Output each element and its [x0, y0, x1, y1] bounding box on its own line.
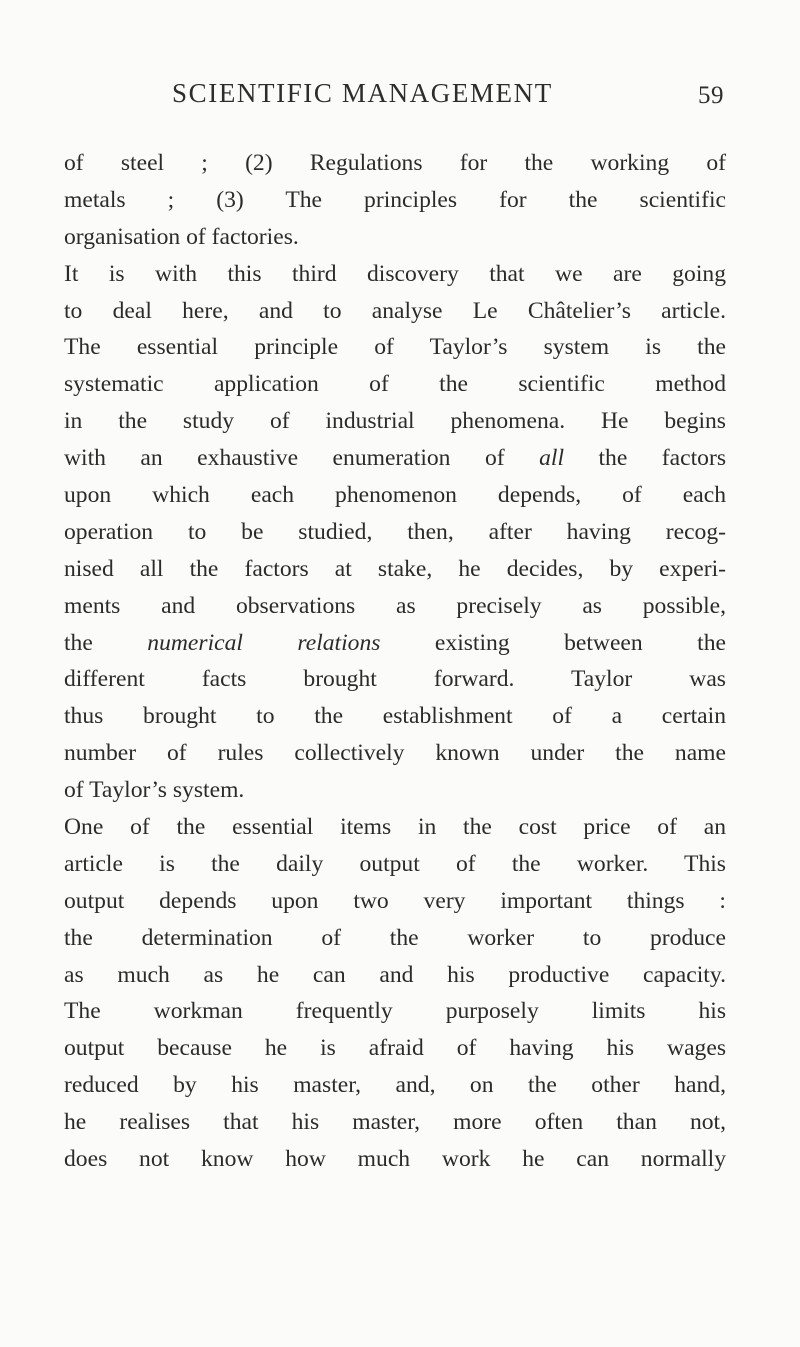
italic-emphasis: numerical relations — [147, 629, 381, 656]
text-line: metals ; (3) The principles for the scientific — [64, 186, 726, 213]
text-line: reduced by his master, and, on the other hand, — [64, 1072, 726, 1099]
text-line-mixed — [64, 625, 726, 662]
running-head-title: SCIENTIFIC MANAGEMENT — [172, 78, 553, 108]
italic-emphasis: all — [539, 445, 565, 472]
text-line: upon which each phenomenon depends, of each — [64, 482, 726, 509]
page-header — [64, 78, 724, 118]
text-line: It is with this third discovery that we are going — [64, 260, 726, 287]
text-line: of Taylor’s system. — [64, 777, 245, 804]
text-line: different facts brought forward. Taylor was — [64, 666, 726, 693]
text-line-mixed — [64, 440, 726, 477]
text-line: The workman frequently purposely limits his — [64, 998, 726, 1025]
text-line: output because he is afraid of having his wages — [64, 1035, 726, 1062]
page-number: 59 — [698, 82, 724, 109]
text-run: the — [64, 629, 148, 656]
text-line: One of the essential items in the cost price of an — [64, 814, 726, 841]
text-run: existing between the — [434, 629, 726, 656]
text-line: The essential principle of Taylor’s system is the — [64, 334, 726, 361]
text-line: to deal here, and to analyse Le Châtelier’s article. — [64, 297, 726, 324]
text-line: in the study of industrial phenomena. He begins — [64, 408, 726, 435]
text-line: systematic application of the scientific method — [64, 371, 726, 398]
text-line: number of rules collectively known under the name — [64, 740, 726, 767]
text-line: article is the daily output of the worker. This — [64, 850, 726, 877]
text-line: thus brought to the establishment of a certain — [64, 703, 726, 730]
text-line: the determination of the worker to produce — [64, 924, 726, 951]
text-line: does not know how much work he can normally — [64, 1146, 726, 1173]
text-line: ments and observations as precisely as possible, — [64, 592, 726, 619]
text-line: operation to be studied, then, after having recog- — [64, 518, 726, 545]
text-line: as much as he can and his productive capacity. — [64, 961, 726, 988]
text-line: nised all the factors at stake, he decides, by experi- — [64, 555, 726, 582]
text-line: of steel ; (2) Regulations for the working of — [64, 150, 726, 176]
text-line: organisation of factories. — [64, 223, 299, 250]
body-text — [64, 145, 726, 1178]
text-line: he realises that his master, more often than not, — [64, 1109, 726, 1136]
text-line: output depends upon two very important things : — [64, 887, 726, 914]
text-run: the factors — [598, 445, 726, 472]
text-run: with an exhaustive enumeration of — [64, 445, 540, 472]
